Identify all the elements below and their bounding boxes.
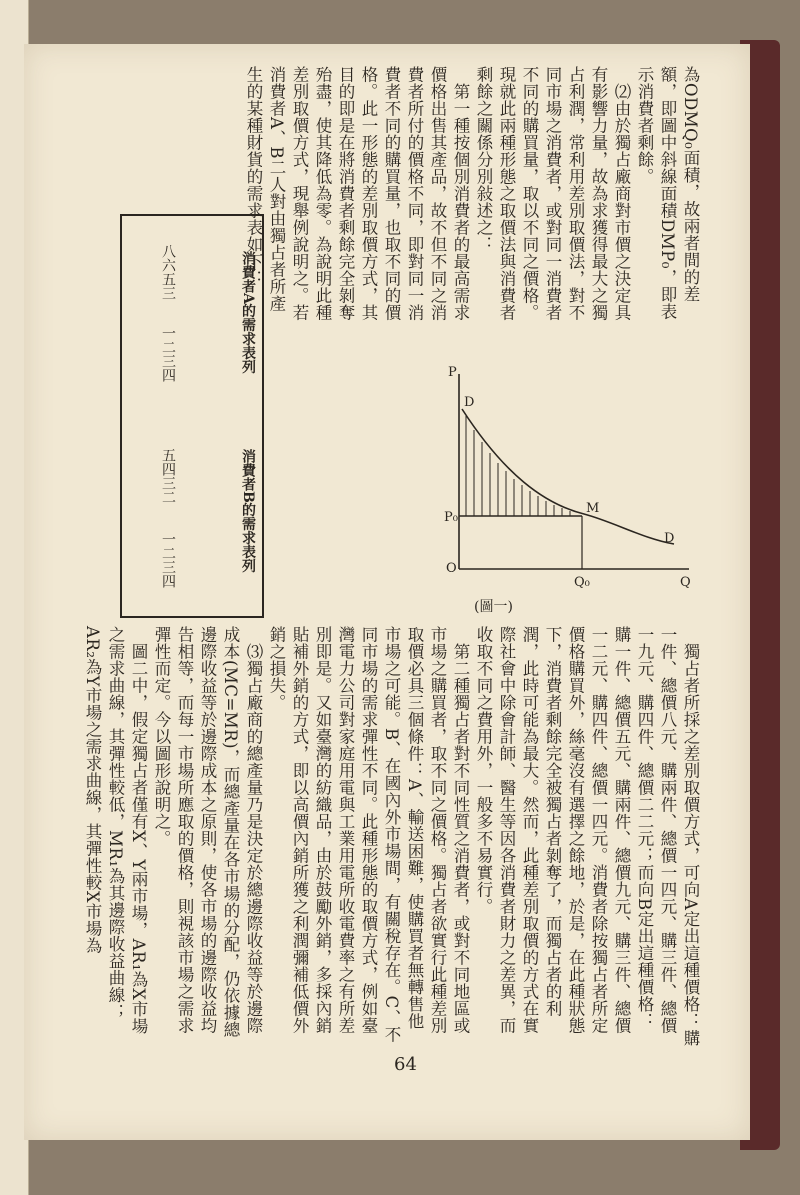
paragraph: 第一種按個別消費者的最高需求價格出售其產品，故不但不同之消費者所付的價格不同，即對同一消費者不同的購買量，也取不同的價格。此一形態的差別取價方式，其目的即是在將消費者剩餘完全剝奪殆盡，使其降低為零。為說明此種差別取價方式，現舉例說明之。若消費者A、B二人對由獨占者所產生的某種財貨的需求表如下： — [244, 66, 470, 321]
table-b-title: 消費者B的需求表列 — [240, 449, 256, 573]
paragraph: 獨占者所採之差別取價方式，可向A定出這種價格：購一件、總價八元、購兩件、總價一四元、購三件、總價一九元、購四件、總價二二元；而向B定出這種價格：購一件、總價五元、購兩件、總價九元、購三件、總價一二元、購四件、總價一四元。消費者除按獨占者所定價格購買外，絲毫沒有選擇之餘地，於是，在此種狀態下，消費者剩餘完全被獨占者剝奪了，而獨占者的利潤，此時可能為最大。然而，此種差別取價的方式在實際社會中除會計師、醫生等因各消費者財力之差異，而收取不同之費用外，一般多不易實行。 — [474, 626, 700, 1046]
demand-curve-figure — [444, 364, 704, 594]
paragraph: ⑵由於獨占廠商對市價之決定具有影響力量，故為求獲得最大之獨占利潤，常利用差別取價法，對不同市場之消費者，或對同一消費者不同的購買量，取以不同之價格。現就此兩種形態之取價法與消費者剩餘之關係分別敍述之： — [474, 66, 631, 321]
curve-d-end-label: D — [664, 531, 675, 546]
paragraph: ⑶獨占廠商的總產量乃是決定於總邊際收益等於邊際成本(MC=MR)，而總產量在各市場的分配，仍依據總邊際收益等於邊際成本之原則，使各市場的邊際收益均告相等，而每一市場所應取的價格，則視該市場之需求彈性而定。今以圖形說明之。 — [152, 626, 263, 1039]
table-b-price: 五四三二 — [160, 448, 176, 504]
point-m-label: M — [586, 501, 600, 516]
table-a-quantity: 一二三四 — [160, 326, 176, 382]
figure-caption: (圖一) — [474, 599, 513, 615]
upper-text-column — [242, 66, 702, 324]
origin-label: O — [446, 561, 457, 576]
table-a-title: 消費者A的需求表列 — [240, 250, 256, 374]
axis-q-label: Q — [680, 575, 691, 590]
axis-p-label: P — [448, 365, 457, 380]
q0-label: Q₀ — [574, 575, 590, 590]
demand-table — [120, 214, 264, 618]
p0-label: P₀ — [444, 510, 458, 525]
paragraph: 第二種獨占者對不同性質之消費者，或對不同地區或市場之購買者，取不同之價格。獨占者欲實行此種差別取價必具三個條件：A、輸送困難，使購買者無轉售他市場之可能。B、在國內外市場間，有關稅存在。C、不同市場的需求彈性不同。此種形態的取價方式，例如臺灣電力公司對家庭用電與工業用電所收電費率之有所差別即是。又如臺灣的紡織品，由於鼓勵外銷，多採內銷貼補外銷的方式，即以高價內銷所獲之利潤彌補低價外銷之損失。 — [267, 626, 470, 1043]
page-number: 64 — [394, 1054, 417, 1075]
paragraph: 圖二中，假定獨占者僅有X、Y兩市場，AR₁為X市場之需求曲線，其彈性較低，MR₁為其邊際收益曲線；AR₂為Y市場之需求曲線，其彈性較X市場為 — [83, 626, 148, 1034]
table-a-price: 八六五三 — [160, 244, 176, 300]
lower-text-column — [81, 626, 702, 1046]
curve-d-label: D — [464, 395, 475, 410]
table-b-quantity: 一二三四 — [160, 532, 176, 588]
paragraph: 為ODMQ₀面積，故兩者間的差額，即圖中斜線面積DMP₀，即表示消費者剩餘。 — [635, 66, 700, 320]
book-page — [24, 44, 750, 1140]
